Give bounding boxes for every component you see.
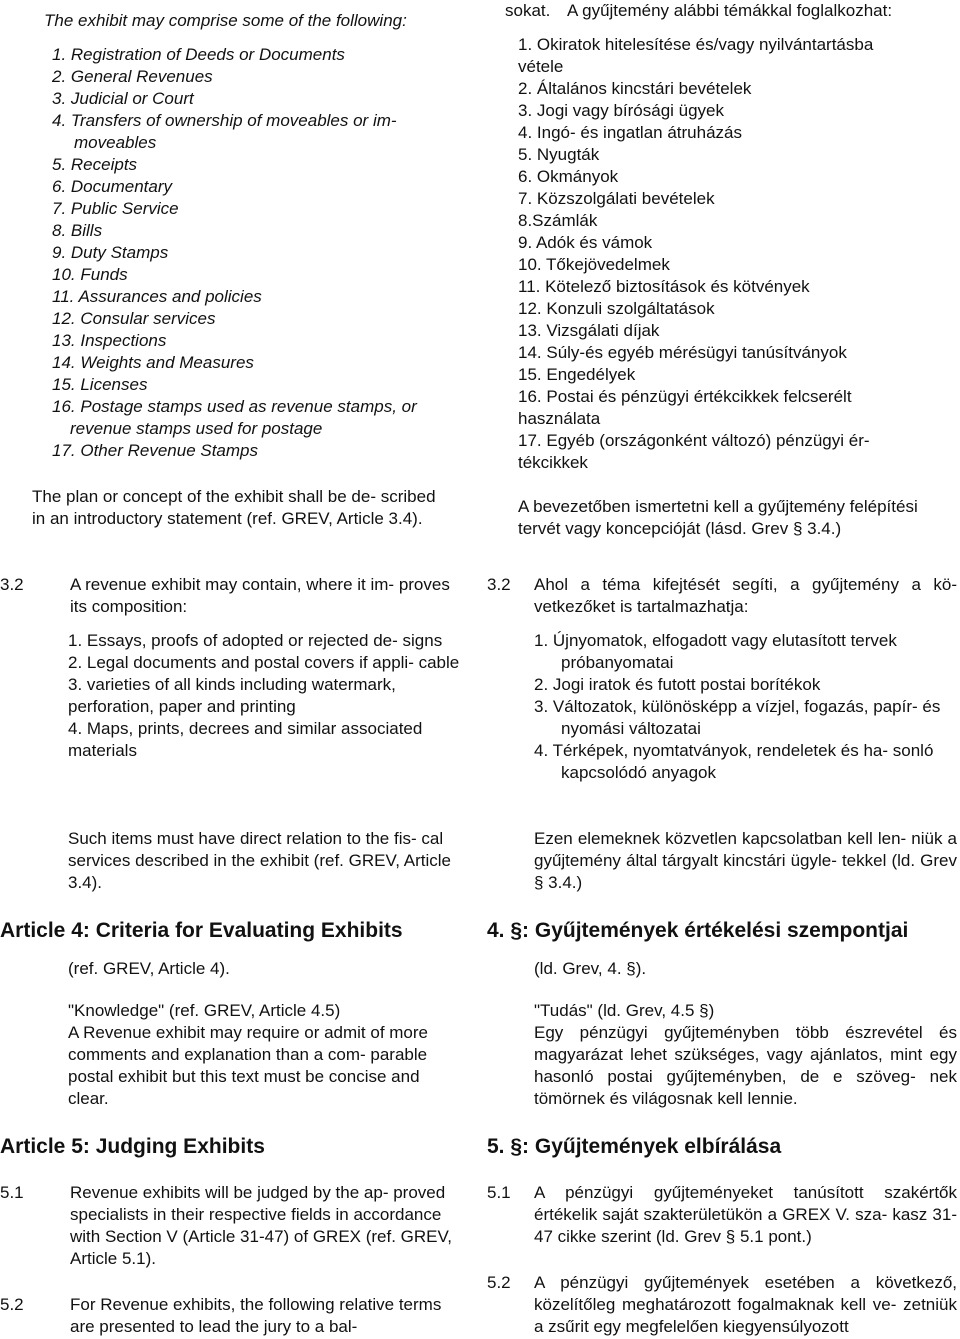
english-column bbox=[0, 0, 478, 1339]
list-item-continuation: revenue stamps used for postage bbox=[70, 419, 323, 438]
composition-list bbox=[534, 630, 957, 784]
article-5-heading: Article 5: Judging Exhibits bbox=[0, 1135, 265, 1158]
relation-paragraph: Such items must have direct relation to the fis- cal services described in the exhibit (ref. GREV, Article 3.4). bbox=[68, 829, 451, 892]
section-3-2 bbox=[0, 574, 452, 618]
article-5-heading: 5. §: Gyűjtemények elbírálása bbox=[487, 1135, 782, 1158]
article-4-ref: (ref. GREV, Article 4). bbox=[68, 959, 230, 978]
list-item: 12. Consular services bbox=[52, 309, 216, 328]
list-item: 16. Postage stamps used as revenue stamps, or bbox=[52, 397, 417, 416]
list-item: 1. Okiratok hitelesítése és/vagy nyilvántartásba bbox=[518, 35, 874, 54]
list-item: 6. Okmányok bbox=[518, 167, 619, 186]
list-item: 2. Jogi iratok és futott postai borítékok bbox=[534, 675, 821, 694]
list-item: 4. Maps, prints, decrees and similar associated materials bbox=[68, 719, 423, 760]
list-item: 5. Receipts bbox=[52, 155, 138, 174]
list-item: 11. Assurances and policies bbox=[52, 287, 262, 306]
list-item-continuation: moveables bbox=[74, 133, 157, 152]
list-item: 12. Konzuli szolgáltatások bbox=[518, 299, 715, 318]
list-item-continuation: vétele bbox=[518, 57, 564, 76]
list-item: 4. Transfers of ownership of moveables or im- bbox=[52, 111, 397, 130]
plan-paragraph: A bevezetőben ismertetni kell a gyűjtemény felépítési tervét vagy koncepcióját (lásd. Grev § 3.4.) bbox=[518, 497, 918, 538]
list-item: 14. Súly-és egyéb mérésügyi tanúsítványok bbox=[518, 343, 847, 362]
list-item: 16. Postai és pénzügyi értékcikkek felcserélt bbox=[518, 387, 852, 406]
list-item: 1. Registration of Deeds or Documents bbox=[52, 45, 345, 64]
knowledge-title: "Knowledge" (ref. GREV, Article 4.5) bbox=[68, 1001, 341, 1020]
article-4-ref: (ld. Grev, 4. §). bbox=[534, 959, 647, 978]
list-item-continuation: használata bbox=[518, 409, 601, 428]
list-item: 3. Változatok, különösképp a vízjel, fogazás, papír- és nyomási változatai bbox=[534, 697, 941, 738]
section-5-2 bbox=[487, 1272, 957, 1338]
section-number: 3.2 bbox=[487, 575, 511, 594]
list-item: 7. Közszolgálati bevételek bbox=[518, 189, 715, 208]
list-item: 2. Legal documents and postal covers if appli- cable bbox=[68, 653, 460, 672]
section-number: 5.1 bbox=[0, 1183, 24, 1202]
article-4-heading: 4. §: Gyűjtemények értékelési szempontjai bbox=[487, 919, 909, 942]
plan-paragraph: The plan or concept of the exhibit shall be de- scribed in an introductory statement (ref. GREV, Article 3.4). bbox=[32, 487, 436, 528]
section-number: 5.2 bbox=[487, 1273, 511, 1292]
subject-list bbox=[518, 34, 958, 474]
list-item: 2. Általános kincstári bevételek bbox=[518, 79, 752, 98]
list-item-continuation: tékcikkek bbox=[518, 453, 588, 472]
list-item: 17. Egyéb (országonként változó) pénzügyi ér- bbox=[518, 431, 870, 450]
section-text: Revenue exhibits will be judged by the ap- proved specialists in their respective fields in accordance with Section V (Article 31-47) of GREX (ref. GREV, Article 5.1). bbox=[70, 1183, 453, 1268]
section-number: 3.2 bbox=[0, 575, 24, 594]
section-text: A pénzügyi gyűjtemények esetében a következő, közelítőleg meghatározott fogalmaknak kell ve- zetniük a zsűrit egy megfelelően kiegyensúlyozott bbox=[534, 1273, 957, 1336]
section-text: A pénzügyi gyűjteményeket tanúsított szakértők értékelik saját szakterületükön a GREX V. sza- kasz 31-47 cikke szerint (ld. Grev § 5.1 pont.) bbox=[534, 1183, 957, 1246]
section-text: Ahol a téma kifejtését segíti, a gyűjtemény a kö- vetkezőket is tartalmazhatja: bbox=[534, 575, 957, 616]
section-5-1 bbox=[487, 1182, 957, 1248]
list-item: 14. Weights and Measures bbox=[52, 353, 254, 372]
section-5-1 bbox=[0, 1182, 458, 1270]
knowledge-paragraph: A Revenue exhibit may require or admit of more comments and explanation than a com- parable postal exhibit but this text must be concise and clear. bbox=[68, 1023, 429, 1108]
exhibit-intro: The exhibit may comprise some of the following: bbox=[44, 11, 407, 30]
list-item: 11. Kötelező biztosítások és kötvények bbox=[518, 277, 810, 296]
list-item: 9. Duty Stamps bbox=[52, 243, 169, 262]
list-item: 13. Inspections bbox=[52, 331, 167, 350]
list-item: 4. Ingó- és ingatlan átruházás bbox=[518, 123, 742, 142]
list-item: 5. Nyugták bbox=[518, 145, 600, 164]
section-5-2 bbox=[0, 1294, 458, 1338]
list-item: 17. Other Revenue Stamps bbox=[52, 441, 259, 460]
list-item: 7. Public Service bbox=[52, 199, 179, 218]
section-text: For Revenue exhibits, the following relative terms are presented to lead the jury to a bal- bbox=[70, 1295, 442, 1336]
knowledge-paragraph: Egy pénzügyi gyűjteményben több észrevétel és magyarázat lehet szükséges, vagy ajánlatos, mint egy hasonló postai gyűjteményben, de e szöveg- nek tömörnek és világosnak kell lennie. bbox=[534, 1023, 957, 1108]
list-item: 10. Funds bbox=[52, 265, 128, 284]
list-item: 9. Adók és vámok bbox=[518, 233, 653, 252]
list-item: 2. General Revenues bbox=[52, 67, 213, 86]
list-item: 3. Judicial or Court bbox=[52, 89, 194, 108]
section-text: A revenue exhibit may contain, where it im- proves its composition: bbox=[70, 575, 450, 616]
list-item: 3. varieties of all kinds including watermark, perforation, paper and printing bbox=[68, 675, 396, 716]
list-item: 1. Újnyomatok, elfogadott vagy elutasított tervek próbanyomatai bbox=[534, 631, 897, 672]
list-item: 13. Vizsgálati díjak bbox=[518, 321, 660, 340]
list-item: 10. Tőkejövedelmek bbox=[518, 255, 670, 274]
knowledge-title: "Tudás" (ld. Grev, 4.5 §) bbox=[534, 1001, 715, 1020]
list-item: 8. Bills bbox=[52, 221, 103, 240]
list-item: 15. Licenses bbox=[52, 375, 148, 394]
composition-list bbox=[68, 630, 472, 762]
list-item: 3. Jogi vagy bírósági ügyek bbox=[518, 101, 725, 120]
section-3-2 bbox=[487, 574, 957, 618]
subject-list bbox=[52, 44, 472, 462]
exhibit-intro: A gyűjtemény alábbi témákkal foglalkozhat: bbox=[567, 1, 893, 20]
list-item: 1. Essays, proofs of adopted or rejected de- signs bbox=[68, 631, 443, 650]
top-word: sokat. bbox=[505, 1, 551, 20]
section-number: 5.2 bbox=[0, 1295, 24, 1314]
list-item: 8.Számlák bbox=[518, 211, 598, 230]
article-4-heading: Article 4: Criteria for Evaluating Exhibits bbox=[0, 919, 403, 942]
relation-paragraph: Ezen elemeknek közvetlen kapcsolatban kell len- niük a gyűjtemény által tárgyalt kincstári ügyle- tekkel (ld. Grev § 3.4.) bbox=[534, 829, 957, 892]
hungarian-column bbox=[487, 0, 957, 1339]
list-item: 4. Térképek, nyomtatványok, rendeletek és ha- sonló kapcsolódó anyagok bbox=[534, 741, 934, 782]
section-number: 5.1 bbox=[487, 1183, 511, 1202]
list-item: 6. Documentary bbox=[52, 177, 172, 196]
list-item: 15. Engedélyek bbox=[518, 365, 636, 384]
